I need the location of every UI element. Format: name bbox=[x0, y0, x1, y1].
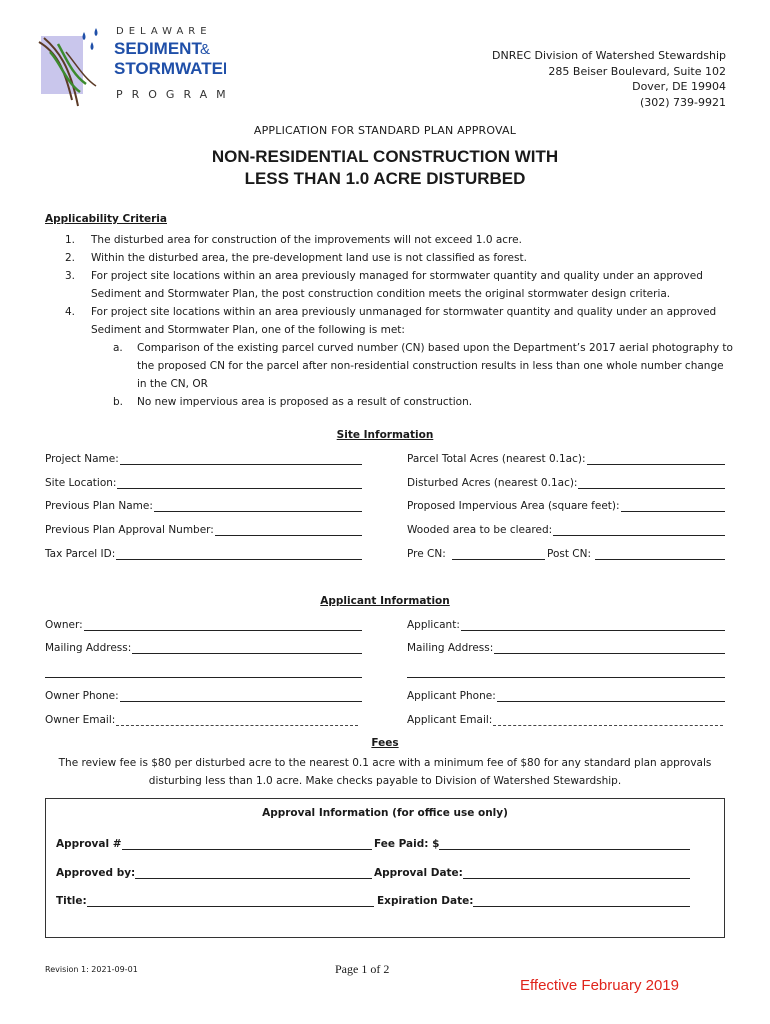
application-label: APPLICATION FOR STANDARD PLAN APPROVAL bbox=[253, 124, 517, 137]
applicant-input[interactable] bbox=[461, 618, 725, 631]
effective-date: Effective February 2019 bbox=[520, 977, 679, 994]
site-location-field[interactable]: Site Location: bbox=[45, 476, 362, 489]
wooded-area-input[interactable] bbox=[553, 523, 725, 536]
fees-line: disturbing less than 1.0 acre. Make checks payable to Division of Watershed Stewardship. bbox=[148, 775, 622, 787]
fee-paid-field[interactable]: Fee Paid: $ bbox=[374, 837, 690, 850]
form-title-line: LESS THAN 1.0 ACRE DISTURBED bbox=[244, 169, 526, 188]
list-item: 1. The disturbed area for construction of the improvements will not exceed 1.0 acre. bbox=[65, 234, 522, 246]
approval-number-input[interactable] bbox=[122, 837, 372, 850]
approval-date-input[interactable] bbox=[463, 866, 690, 879]
applicant-mailing-field[interactable]: Mailing Address: bbox=[407, 641, 725, 654]
previous-plan-approval-input[interactable] bbox=[215, 523, 362, 536]
project-name-field[interactable]: Project Name: bbox=[45, 452, 362, 465]
owner-mailing-line2[interactable] bbox=[45, 677, 362, 678]
post-cn-field[interactable]: Post CN: bbox=[547, 547, 725, 560]
list-item: 4. For project site locations within an area previously unmanaged for stormwater quantity and quality under an approved Sediment and Stormwater Plan, one of the following is met: bbox=[65, 306, 717, 336]
owner-input[interactable] bbox=[84, 618, 362, 631]
post-cn-input[interactable] bbox=[595, 547, 725, 560]
fee-paid-input[interactable] bbox=[439, 837, 690, 850]
title-field[interactable]: Title: bbox=[56, 894, 374, 907]
owner-email-input[interactable] bbox=[116, 713, 358, 726]
form-title-line: NON-RESIDENTIAL CONSTRUCTION WITH bbox=[211, 147, 559, 166]
office-use-box bbox=[45, 798, 725, 938]
page-number: Page 1 of 2 bbox=[335, 962, 390, 976]
previous-plan-approval-field[interactable]: Previous Plan Approval Number: bbox=[45, 523, 362, 536]
fees-line: The review fee is $80 per disturbed acre to the nearest 0.1 acre with a minimum fee of $80 for any standard plan approvals bbox=[58, 757, 712, 769]
expiration-date-field[interactable]: Expiration Date: bbox=[377, 894, 690, 907]
applicant-email-field[interactable]: Applicant Email: bbox=[407, 713, 723, 726]
owner-field[interactable]: Owner: bbox=[45, 618, 362, 631]
address-line: (302) 739-9921 bbox=[639, 95, 726, 109]
pre-cn-input[interactable] bbox=[452, 547, 545, 560]
list-item: 3. For project site locations within an area previously managed for stormwater quantity and quality under an approved Sediment and Stormwater Plan, the post construction condition meets the original stormwater design criteria. bbox=[65, 270, 703, 300]
owner-phone-field[interactable]: Owner Phone: bbox=[45, 689, 362, 702]
approved-by-field[interactable]: Approved by: bbox=[56, 866, 372, 879]
criteria-list bbox=[45, 231, 735, 411]
address-line: DNREC Division of Watershed Stewardship bbox=[492, 49, 726, 62]
agency-address bbox=[492, 48, 726, 110]
approval-date-field[interactable]: Approval Date: bbox=[374, 866, 690, 879]
title-input[interactable] bbox=[87, 894, 374, 907]
form-title bbox=[0, 146, 770, 190]
project-name-input[interactable] bbox=[120, 452, 362, 465]
proposed-impervious-field[interactable]: Proposed Impervious Area (square feet): bbox=[407, 499, 725, 512]
parcel-total-acres-input[interactable] bbox=[587, 452, 725, 465]
applicant-phone-field[interactable]: Applicant Phone: bbox=[407, 689, 725, 702]
site-location-input[interactable] bbox=[117, 476, 362, 489]
applicant-phone-input[interactable] bbox=[497, 689, 725, 702]
sediment-stormwater-logo-icon bbox=[36, 22, 226, 114]
sub-list-item: b. No new impervious area is proposed as a result of construction. bbox=[113, 396, 473, 408]
previous-plan-name-input[interactable] bbox=[154, 499, 362, 512]
parcel-total-acres-field[interactable]: Parcel Total Acres (nearest 0.1ac): bbox=[407, 452, 725, 465]
owner-email-field[interactable]: Owner Email: bbox=[45, 713, 358, 726]
owner-mailing-field[interactable]: Mailing Address: bbox=[45, 641, 362, 654]
applicant-info-heading: Applicant Information bbox=[320, 595, 450, 607]
owner-phone-input[interactable] bbox=[120, 689, 362, 702]
disturbed-acres-input[interactable] bbox=[578, 476, 725, 489]
wooded-area-field[interactable]: Wooded area to be cleared: bbox=[407, 523, 725, 536]
logo-amp-text: & bbox=[200, 41, 211, 58]
site-info-heading: Site Information bbox=[336, 429, 434, 441]
fees-text bbox=[0, 754, 770, 790]
logo-sediment-text: SEDIMENT bbox=[114, 39, 202, 58]
logo-delaware-text: DELAWARE bbox=[116, 26, 212, 37]
sub-list-item: a. Comparison of the existing parcel curved number (CN) based upon the Department’s 2017 aerial photography to the proposed CN for the parcel after non-residential construction results in less than one whole number change in the CN, OR bbox=[113, 342, 733, 390]
previous-plan-name-field[interactable]: Previous Plan Name: bbox=[45, 499, 362, 512]
tax-parcel-field[interactable]: Tax Parcel ID: bbox=[45, 547, 362, 560]
approval-number-field[interactable]: Approval # bbox=[56, 837, 372, 850]
expiration-date-input[interactable] bbox=[473, 894, 690, 907]
address-line: 285 Beiser Boulevard, Suite 102 bbox=[548, 64, 726, 78]
revision-note: Revision 1: 2021-09-01 bbox=[45, 965, 138, 974]
logo-program-text: PROGRAM bbox=[116, 88, 226, 101]
applicant-mailing-input[interactable] bbox=[494, 641, 725, 654]
applicant-mailing-line2[interactable] bbox=[407, 677, 725, 678]
list-item: 2. Within the disturbed area, the pre-development land use is not classified as forest. bbox=[65, 252, 527, 264]
applicant-field[interactable]: Applicant: bbox=[407, 618, 725, 631]
proposed-impervious-input[interactable] bbox=[621, 499, 725, 512]
pre-cn-field[interactable]: Pre CN: bbox=[407, 547, 545, 560]
program-logo bbox=[36, 22, 226, 114]
address-line: Dover, DE 19904 bbox=[632, 80, 726, 93]
approved-by-input[interactable] bbox=[135, 866, 372, 879]
logo-stormwater-text: STORMWATER bbox=[114, 59, 226, 78]
tax-parcel-input[interactable] bbox=[116, 547, 362, 560]
office-use-heading: Approval Information (for office use only) bbox=[262, 807, 508, 819]
criteria-heading: Applicability Criteria bbox=[45, 213, 167, 225]
disturbed-acres-field[interactable]: Disturbed Acres (nearest 0.1ac): bbox=[407, 476, 725, 489]
applicant-email-input[interactable] bbox=[493, 713, 723, 726]
fees-heading: Fees bbox=[371, 737, 399, 749]
owner-mailing-input[interactable] bbox=[132, 641, 362, 654]
